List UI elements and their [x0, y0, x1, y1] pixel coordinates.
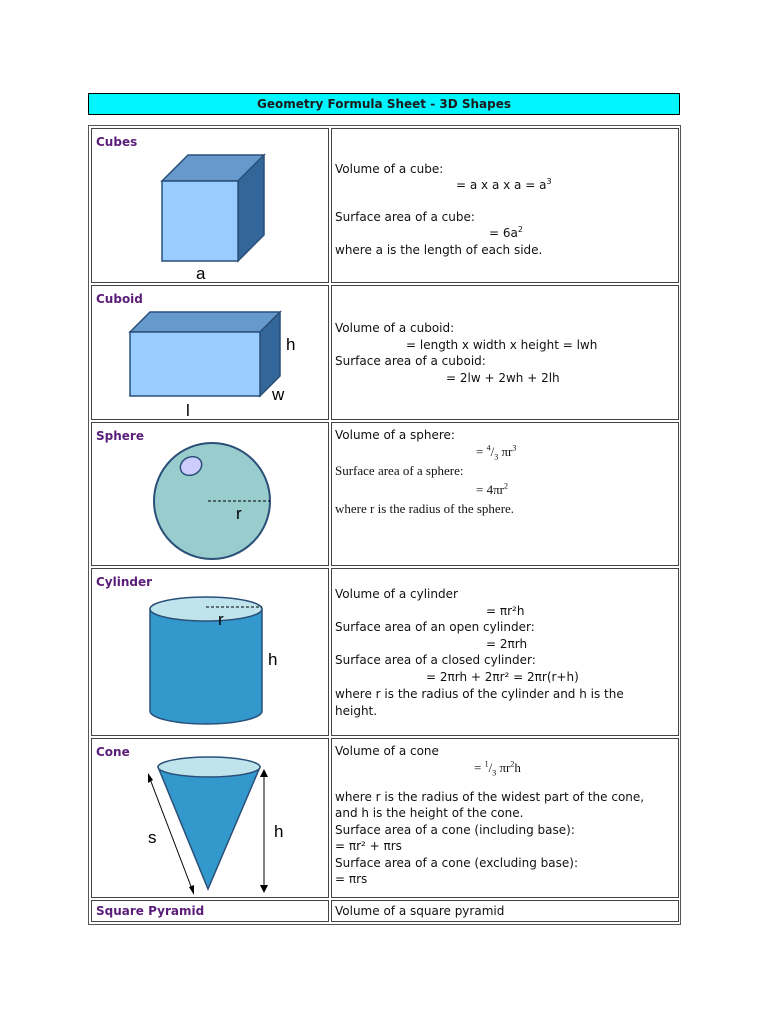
cuboid-sa-label: Surface area of a cuboid: — [335, 354, 486, 368]
cone-sa-incl-formula: = πr² + πrs — [335, 839, 402, 853]
cylinder-volume-label: Volume of a cylinder — [335, 587, 458, 601]
cylinder-open-sa-label: Surface area of an open cylinder: — [335, 620, 535, 634]
pyramid-volume-label: Volume of a square pyramid — [335, 904, 505, 918]
cube-title: Cubes — [96, 135, 138, 149]
cuboid-label-h: h — [286, 335, 296, 354]
cone-icon — [92, 739, 328, 897]
cone-title: Cone — [96, 745, 130, 759]
sphere-formula-cell — [331, 422, 679, 566]
sphere-note: where r is the radius of the sphere. — [335, 501, 515, 516]
cuboid-formula-cell — [331, 285, 679, 420]
cube-note: where a is the length of each side. — [335, 243, 543, 257]
cube-volume-formula: = a x a x $a = a^3$ — [456, 177, 552, 192]
cube-icon — [92, 129, 328, 282]
sphere-icon — [92, 423, 328, 565]
cone-note-line2: and h is the height of the cone. — [335, 806, 524, 820]
sphere-sa-label: Surface area of a sphere: — [335, 463, 464, 478]
sphere-label-r: r — [236, 504, 242, 523]
cube-formula-cell — [331, 128, 679, 283]
cone-volume-formula: = $^1/_3$ $\pi r^2h$ — [474, 759, 521, 778]
sphere-title: Sphere — [96, 429, 144, 443]
cube-volume-label: Volume of a cube: — [335, 162, 444, 176]
cylinder-label-h: h — [268, 650, 278, 669]
cone-sa-incl-label: Surface area of a cone (including base): — [335, 823, 575, 837]
cylinder-formula-cell — [331, 568, 679, 736]
cone-volume-label: Volume of a cone — [335, 744, 439, 758]
cylinder-note-line1: where r is the radius of the cylinder and h is the — [335, 687, 624, 701]
cylinder-open-sa-formula: = 2πrh — [486, 637, 528, 651]
pyramid-title: Square Pyramid — [96, 904, 205, 918]
cuboid-shape-cell — [91, 285, 329, 420]
cone-sa-excl-label: Surface area of a cone (excluding base): — [335, 856, 578, 870]
cone-formula-cell — [331, 738, 679, 898]
cube-sa-formula: = $6a^2$ — [489, 225, 523, 240]
cylinder-volume-formula: = πr²h — [486, 604, 525, 618]
cube-label-a: a — [196, 264, 206, 282]
formula-table — [88, 125, 681, 925]
cylinder-closed-sa-label: Surface area of a closed cylinder: — [335, 653, 536, 667]
cuboid-icon — [92, 286, 328, 419]
cuboid-label-w: w — [272, 385, 285, 404]
cylinder-label-r: r — [218, 610, 224, 629]
cylinder-icon — [92, 569, 328, 735]
pyramid-formula-cell — [331, 900, 679, 922]
cylinder-note-line2: height. — [335, 704, 378, 718]
sphere-shape-cell — [91, 422, 329, 566]
cuboid-sa-formula: = 2lw + 2wh + 2lh — [446, 371, 560, 385]
sphere-volume-formula: = $^4/_3$ $\pi r^3$ — [476, 443, 517, 462]
cube-shape-cell — [91, 128, 329, 283]
cuboid-volume-formula: = length x width x height = lwh — [406, 338, 598, 352]
cone-label-h: h — [274, 822, 284, 841]
sheet-title: Geometry Formula Sheet - 3D Shapes — [88, 93, 680, 115]
cylinder-shape-cell — [91, 568, 329, 736]
cylinder-closed-sa-formula: = 2πrh + 2πr² = 2πr(r+h) — [426, 670, 579, 684]
cone-note-line1: where r is the radius of the widest part of the cone, — [335, 790, 645, 804]
cone-sa-excl-formula: = πrs — [335, 872, 368, 886]
cone-shape-cell — [91, 738, 329, 898]
cuboid-volume-label: Volume of a cuboid: — [335, 321, 455, 335]
cone-label-s: s — [148, 828, 157, 847]
cylinder-title: Cylinder — [96, 575, 153, 589]
cube-sa-label: Surface area of a cube: — [335, 210, 475, 224]
cuboid-title: Cuboid — [96, 292, 143, 306]
cuboid-label-l: l — [186, 401, 190, 419]
sphere-volume-label: Volume of a sphere: — [335, 428, 455, 442]
pyramid-shape-cell — [91, 900, 329, 922]
sphere-sa-formula: = $4\pi r^2$ — [476, 481, 508, 497]
